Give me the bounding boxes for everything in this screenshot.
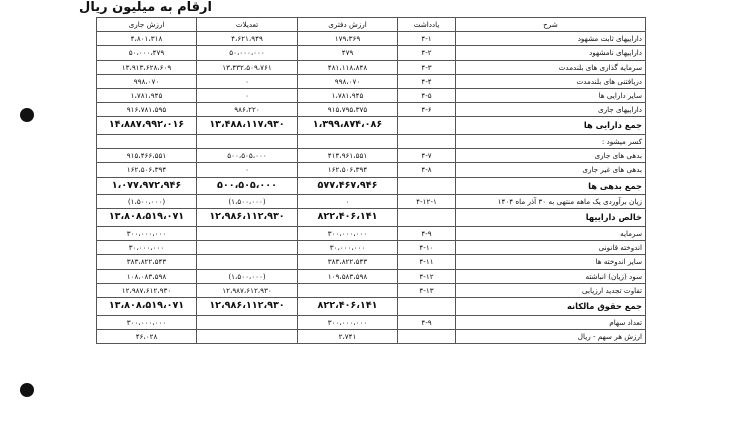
row-adjustment: ۹۸۶،۲۲۰ [197, 103, 298, 117]
row-description: ارزش هر سهم - ریال [456, 329, 646, 343]
row-current-value: ۹۱۵،۴۶۶،۵۵۱ [97, 149, 197, 163]
row-book-value: ۳۰،۰۰۰،۰۰۰ [298, 241, 398, 255]
table-row [97, 74, 646, 88]
row-current-value: ۱۳،۸۰۸،۵۱۹،۰۷۱ [97, 209, 197, 227]
row-description: جمع حقوق مالکانه [456, 298, 646, 316]
row-description: تعداد سهام [456, 315, 646, 329]
row-description: دریافتنی های بلندمدت [456, 74, 646, 88]
row-description: سایر دارایی ها [456, 89, 646, 103]
row-current-value: ۱۳،۸۰۸،۵۱۹،۰۷۱ [97, 298, 197, 316]
row-note: ۴-۶ [398, 103, 456, 117]
row-adjustment: ۵۰،۰۰۰،۰۰۰ [197, 46, 298, 60]
row-current-value: ۹۱۶،۷۸۱،۵۹۵ [97, 103, 197, 117]
row-current-value: ۳۸۳،۸۲۲،۵۴۳ [97, 255, 197, 269]
row-note: ۴-۱۲ [398, 269, 456, 283]
row-current-value: ۱۶۲،۵۰۶،۳۹۴ [97, 163, 197, 177]
row-book-value: ۹۹۸،۰۷۰ [298, 74, 398, 88]
row-note: ۴-۹ [398, 315, 456, 329]
table-row [97, 177, 646, 195]
row-adjustment [197, 241, 298, 255]
row-adjustment: ۱۲،۹۸۶،۱۱۲،۹۳۰ [197, 298, 298, 316]
table-row [97, 315, 646, 329]
table-row [97, 209, 646, 227]
header-adjustments: تعدیلات [197, 18, 298, 32]
table-row [97, 103, 646, 117]
table-row [97, 60, 646, 74]
table-row [97, 117, 646, 135]
punch-hole-bottom [20, 383, 34, 397]
row-current-value: ۱۳،۹۱۳،۶۲۸،۶۰۹ [97, 60, 197, 74]
page-title: ارقام به میلیون ریال [79, 0, 212, 15]
row-note: ۴-۱۲-۱ [398, 195, 456, 209]
row-note: ۴-۱۱ [398, 255, 456, 269]
table-row [97, 241, 646, 255]
row-description: جمع دارایی ها [456, 117, 646, 135]
row-description: کسر میشود : [456, 135, 646, 149]
row-book-value: ۱۷۹،۳۶۹ [298, 32, 398, 46]
table-row [97, 163, 646, 177]
financial-statement-table [96, 17, 646, 344]
table-header-row [97, 18, 646, 32]
table-row [97, 89, 646, 103]
row-adjustment: ۱۲،۹۸۶،۱۱۲،۹۳۰ [197, 209, 298, 227]
table-row [97, 135, 646, 149]
table-row [97, 269, 646, 283]
row-adjustment [197, 227, 298, 241]
row-current-value: ۱۴،۸۸۷،۹۹۲،۰۱۶ [97, 117, 197, 135]
table-row [97, 329, 646, 343]
row-adjustment: ۱۳،۴۸۸،۱۱۷،۹۳۰ [197, 117, 298, 135]
row-description: داراییهای ثابت مشهود [456, 32, 646, 46]
row-description: سایر اندوخته ها [456, 255, 646, 269]
row-book-value: ۱،۳۹۹،۸۷۴،۰۸۶ [298, 117, 398, 135]
row-adjustment [197, 315, 298, 329]
header-current-value: ارزش جاری [97, 18, 197, 32]
table-row [97, 255, 646, 269]
table-row [97, 283, 646, 297]
row-book-value: ۸۲۲،۴۰۶،۱۴۱ [298, 209, 398, 227]
row-note [398, 209, 456, 227]
row-current-value: ۳۰،۰۰۰،۰۰۰ [97, 241, 197, 255]
row-current-value: ۱،۰۷۷،۹۷۲،۹۴۶ [97, 177, 197, 195]
table-row [97, 149, 646, 163]
row-book-value: ۲،۷۴۱ [298, 329, 398, 343]
row-book-value: ۱۶۲،۵۰۶،۳۹۴ [298, 163, 398, 177]
row-adjustment: (۱،۵۰۰،۰۰۰) [197, 269, 298, 283]
row-current-value: ۴،۸۰۱،۳۱۸ [97, 32, 197, 46]
row-adjustment: ۵۰۰،۵۰۵،۰۰۰ [197, 149, 298, 163]
row-description: سرمایه [456, 227, 646, 241]
row-description: تفاوت تجدید ارزیابی [456, 283, 646, 297]
row-book-value [298, 135, 398, 149]
header-book-value: ارزش دفتری [298, 18, 398, 32]
row-adjustment [197, 135, 298, 149]
row-note: ۴-۷ [398, 149, 456, 163]
row-current-value: ۹۹۸،۰۷۰ [97, 74, 197, 88]
table-row [97, 32, 646, 46]
row-adjustment: ۱۳،۴۳۲،۵۰۹،۷۶۱ [197, 60, 298, 74]
row-description: خالص داراییها [456, 209, 646, 227]
row-current-value: (۱،۵۰۰،۰۰۰) [97, 195, 197, 209]
row-note: ۴-۱۳ [398, 283, 456, 297]
row-book-value: ۳۸۳،۸۲۲،۵۴۳ [298, 255, 398, 269]
row-book-value: ۱،۷۸۱،۹۴۵ [298, 89, 398, 103]
row-adjustment: ۴،۶۲۱،۹۴۹ [197, 32, 298, 46]
row-current-value: ۱،۷۸۱،۹۴۵ [97, 89, 197, 103]
row-book-value: ۰ [298, 195, 398, 209]
punch-hole-top [20, 108, 34, 122]
row-note: ۴-۱ [398, 32, 456, 46]
row-note: ۴-۴ [398, 74, 456, 88]
row-adjustment: ۱۲،۹۸۷،۶۱۲،۹۳۰ [197, 283, 298, 297]
row-description: جمع بدهی ها [456, 177, 646, 195]
row-description: سرمایه گذاری های بلندمدت [456, 60, 646, 74]
row-note [398, 298, 456, 316]
row-note: ۴-۲ [398, 46, 456, 60]
row-book-value: ۱۰۹،۵۸۳،۵۹۸ [298, 269, 398, 283]
table-row [97, 227, 646, 241]
row-current-value: ۴۶،۰۲۸ [97, 329, 197, 343]
row-description: بدهی های غیر جاری [456, 163, 646, 177]
row-adjustment: ۰ [197, 89, 298, 103]
table-row [97, 298, 646, 316]
row-adjustment: ۰ [197, 163, 298, 177]
row-current-value: ۵۰،۰۰۰،۴۷۹ [97, 46, 197, 60]
row-book-value: ۹۱۵،۷۹۵،۳۷۵ [298, 103, 398, 117]
header-description: شرح [456, 18, 646, 32]
row-book-value [298, 283, 398, 297]
row-note [398, 135, 456, 149]
row-book-value: ۴۱۴،۹۶۱،۵۵۱ [298, 149, 398, 163]
row-description: داراییهای جاری [456, 103, 646, 117]
row-current-value: ۳۰۰،۰۰۰،۰۰۰ [97, 227, 197, 241]
row-description: زیان برآوردی یک ماهه منتهی به ۳۰ آذر ماه ۱۴۰۴ [456, 195, 646, 209]
row-book-value: ۵۷۷،۴۶۷،۹۴۶ [298, 177, 398, 195]
row-current-value: ۱۲،۹۸۷،۶۱۲،۹۳۰ [97, 283, 197, 297]
row-book-value: ۴۷۹ [298, 46, 398, 60]
table-row [97, 46, 646, 60]
row-book-value: ۳۰۰،۰۰۰،۰۰۰ [298, 315, 398, 329]
header-note: یادداشت [398, 18, 456, 32]
row-note: ۴-۵ [398, 89, 456, 103]
row-note: ۴-۱۰ [398, 241, 456, 255]
row-note [398, 117, 456, 135]
row-note [398, 177, 456, 195]
row-current-value: ۳۰۰،۰۰۰،۰۰۰ [97, 315, 197, 329]
row-description: بدهی های جاری [456, 149, 646, 163]
row-adjustment [197, 255, 298, 269]
row-note: ۴-۳ [398, 60, 456, 74]
row-adjustment: ۰ [197, 74, 298, 88]
row-current-value: ۱۰۸،۰۸۳،۵۹۸ [97, 269, 197, 283]
row-description: داراییهای نامشهود [456, 46, 646, 60]
row-note: ۴-۹ [398, 227, 456, 241]
row-note: ۴-۸ [398, 163, 456, 177]
row-book-value: ۸۲۲،۴۰۶،۱۴۱ [298, 298, 398, 316]
row-current-value [97, 135, 197, 149]
row-adjustment [197, 329, 298, 343]
row-description: اندوخته قانونی [456, 241, 646, 255]
row-description: سود (زیان) انباشته [456, 269, 646, 283]
table-row [97, 195, 646, 209]
row-note [398, 329, 456, 343]
row-book-value: ۳۰۰،۰۰۰،۰۰۰ [298, 227, 398, 241]
row-book-value: ۴۸۱،۱۱۸،۸۴۸ [298, 60, 398, 74]
row-adjustment: (۱،۵۰۰،۰۰۰) [197, 195, 298, 209]
row-adjustment: ۵۰۰،۵۰۵،۰۰۰ [197, 177, 298, 195]
